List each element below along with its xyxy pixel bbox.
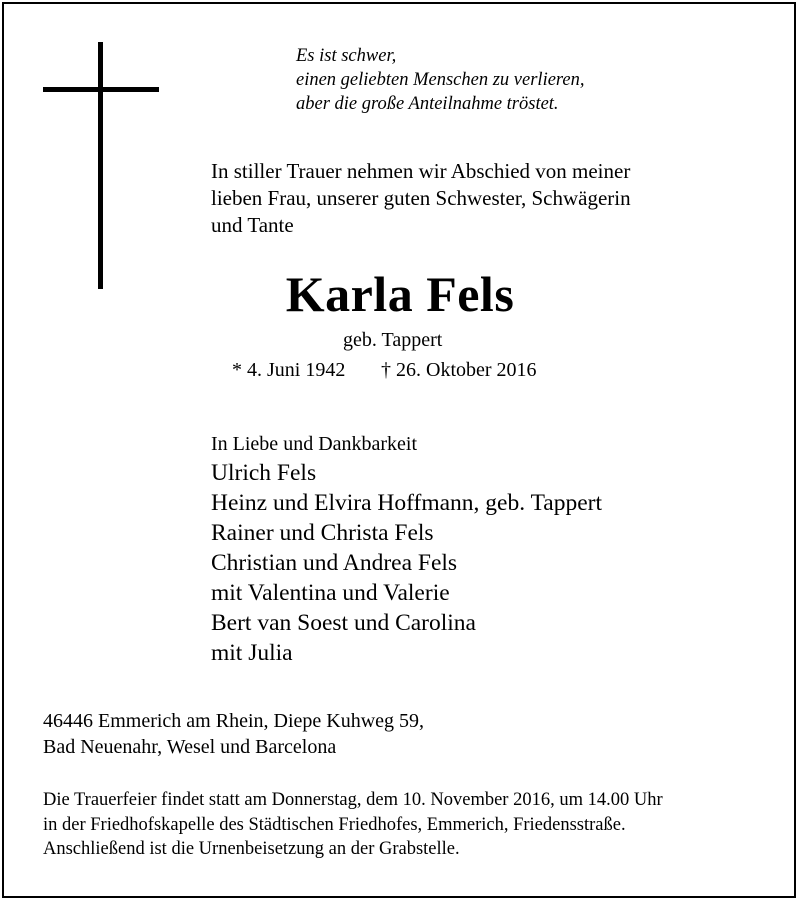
- birth-date: * 4. Juni 1942: [232, 359, 346, 381]
- cross-horizontal-bar: [43, 87, 159, 92]
- mourner-entry: Rainer und Christa Fels: [211, 520, 434, 546]
- mourner-entry: Christian und Andrea Fels: [211, 550, 458, 576]
- deceased-name: Karla Fels: [285, 266, 515, 322]
- address: [43, 708, 424, 760]
- address-line: Bad Neuenahr, Wesel und Barcelona: [43, 736, 337, 758]
- maiden-name: geb. Tappert: [343, 329, 443, 351]
- quote-line: einen geliebten Menschen zu verlieren,: [296, 70, 585, 90]
- cross-vertical-bar: [98, 42, 103, 289]
- service-line: in der Friedhofskapelle des Städtischen Friedhofes, Emmerich, Friedensstraße.: [43, 814, 626, 835]
- service-line: Anschließend ist die Urnenbeisetzung an der Grabstelle.: [43, 839, 460, 859]
- mourner-entry: Heinz und Elvira Hoffmann, geb. Tappert: [211, 490, 602, 516]
- death-date: † 26. Oktober 2016: [381, 359, 537, 381]
- quote-line: aber die große Anteilnahme tröstet.: [296, 94, 559, 114]
- mourners-intro: In Liebe und Dankbarkeit: [211, 433, 418, 455]
- intro-text: [211, 158, 631, 239]
- mourner-entry: mit Julia: [211, 640, 293, 666]
- funeral-service-info: [43, 788, 663, 862]
- mourner-entry: mit Valentina und Valerie: [211, 580, 450, 606]
- intro-line: und Tante: [211, 213, 294, 237]
- intro-line: In stiller Trauer nehmen wir Abschied von meiner: [211, 159, 631, 183]
- quote: [296, 44, 585, 116]
- intro-line: lieben Frau, unserer guten Schwester, Schwägerin: [211, 186, 631, 210]
- mourner-entry: Bert van Soest und Carolina: [211, 610, 476, 636]
- mourner-entry: Ulrich Fels: [211, 460, 317, 486]
- service-line: Die Trauerfeier findet statt am Donnerstag, dem 10. November 2016, um 14.00 Uhr: [43, 790, 663, 810]
- mourners-list: [211, 458, 602, 668]
- quote-line: Es ist schwer,: [296, 46, 397, 66]
- address-line: 46446 Emmerich am Rhein, Diepe Kuhweg 59,: [43, 710, 425, 732]
